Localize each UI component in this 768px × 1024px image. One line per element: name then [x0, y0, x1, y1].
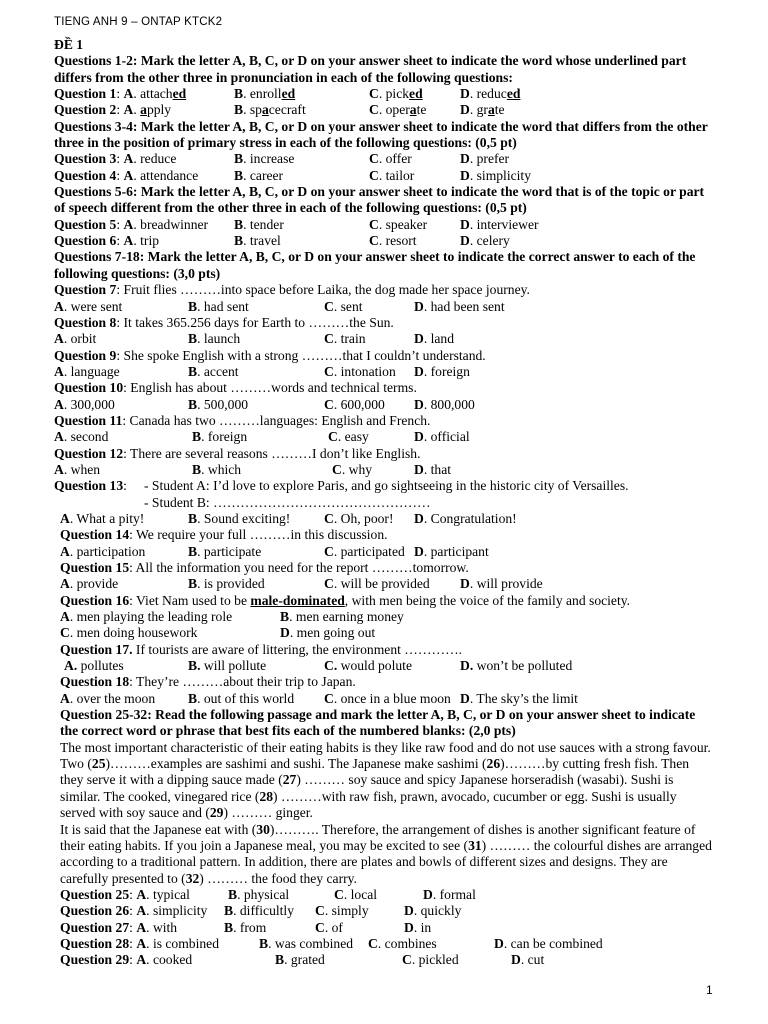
question-18-options: A. over the moon B. out of this world C. once in a blue moon D. The sky’s the limit [60, 690, 578, 706]
question-16-options-cd: C. men doing housework D. men going out [60, 625, 376, 641]
question-2: Question 2: A. apply B. spacecraft C. operate D. grate [54, 102, 505, 118]
question-26: Question 26: A. simplicity B. difficultly C. simply D. quickly [60, 903, 462, 919]
question-10-options: A. 300,000 B. 500,000 C. 600,000 D. 800,000 [54, 396, 475, 412]
question-16-stem: Question 16: Viet Nam used to be male-dominated, with men being the voice of the family and society. [60, 592, 631, 608]
instruction-25-32: Question 25-32: Read the following passage and mark the letter A, B, C, or D on your answer sheet to indicate the correct word or phrase that best fits each of the numbered blanks: (2,0 pts) [60, 707, 696, 739]
question-7-stem: Question 7: Fruit flies ………into space before Laika, the dog made her space journey. [54, 282, 530, 298]
question-12-options: A. when B. which C. why D. that [54, 461, 452, 477]
question-25: Question 25: A. typical B. physical C. local D. formal [60, 886, 476, 902]
page-header: TIENG ANH 9 – ONTAP KTCK2 [54, 16, 223, 28]
page-number: 1 [706, 983, 713, 997]
question-13-options: A. What a pity! B. Sound exciting! C. Oh, poor! D. Congratulation! [60, 510, 517, 526]
instruction-3-4: Questions 3-4: Mark the letter A, B, C, or D on your answer sheet to indicate the word that differs from the other three in the position of primary stress in each of the following questions: (0,5 pt) [54, 118, 708, 151]
question-11-options: A. second B. foreign C. easy D. official [54, 429, 470, 445]
question-15-options: A. provide B. is provided C. will be provided D. will provide [60, 576, 543, 592]
instruction-7-18: Questions 7-18: Mark the letter A, B, C, or D on your answer sheet to indicate the correct answer to each of the following questions: (3,0 pts) [54, 249, 696, 281]
question-9-stem: Question 9: She spoke English with a strong ………that I couldn’t understand. [54, 347, 486, 363]
question-27: Question 27: A. with B. from C. of D. in [60, 919, 432, 935]
question-17-stem: Question 17. If tourists are aware of littering, the environment …………. [60, 641, 463, 657]
question-17-options: A. pollutes B. will pollute C. would polute D. won’t be polluted [64, 658, 573, 674]
question-7-options: A. were sent B. had sent C. sent D. had been sent [54, 298, 505, 314]
question-14-stem: Question 14: We require your full ………in this discussion. [60, 527, 388, 543]
question-16-options-ab: A. men playing the leading role B. men earning money [60, 609, 404, 625]
question-10-stem: Question 10: English has about ………words and technical terms. [54, 380, 417, 396]
question-13-student-a: Question 13: - Student A: I’d love to explore Paris, and go sightseeing in the historic city of Versailles. [54, 478, 629, 494]
question-9-options: A. language B. accent C. intonation D. foreign [54, 363, 470, 379]
question-6: Question 6: A. trip B. travel C. resort D. celery [54, 233, 510, 249]
question-18-stem: Question 18: They’re ………about their trip to Japan. [60, 674, 356, 690]
question-13-student-b: - Student B: ………………………………………… [144, 494, 431, 510]
exam-body [54, 37, 714, 969]
question-28: Question 28: A. is combined B. was combined C. combines D. can be combined [60, 935, 603, 951]
question-11-stem: Question 11: Canada has two ………languages: English and French. [54, 412, 431, 428]
question-4: Question 4: A. attendance B. career C. tailor D. simplicity [54, 167, 531, 183]
passage-paragraph-2: It is said that the Japanese eat with (30)………. Therefore, the arrangement of dishes is another significant feature of their eating habits. If you join a Japanese meal, you may be excited to see (31) ……… the colourful dishes are arranged according to a traditional pattern. In addition, there are plates and bowls of different sizes and designs. They are carefully presented to (32) ……… the food they carry. [60, 821, 712, 886]
question-8-stem: Question 8: It takes 365.256 days for Earth to ………the Sun. [54, 314, 394, 330]
question-8-options: A. orbit B. launch C. train D. land [54, 331, 455, 347]
question-3: Question 3: A. reduce B. increase C. offer D. prefer [54, 151, 510, 167]
question-5: Question 5: A. breadwinner B. tender C. speaker D. interviewer [54, 216, 539, 232]
question-12-stem: Question 12: There are several reasons ………I don’t like English. [54, 445, 421, 461]
instruction-1-2: Questions 1-2: Mark the letter A, B, C, or D on your answer sheet to indicate the word whose underlined part differs from the other three in pronunciation in each of the following questions: [54, 53, 687, 85]
question-15-stem: Question 15: All the information you need for the report ………tomorrow. [60, 560, 469, 575]
question-1: Question 1: A. attached B. enrolled C. picked D. reduced [54, 86, 521, 102]
question-14-options: A. participation B. participate C. participated D. participant [60, 543, 489, 559]
passage-paragraph-1: The most important characteristic of their eating habits is they like raw food and do not use sauces with a strong favour. Two (25)………examples are sashimi and sushi. The Japanese make sashimi (26)………by cutting fresh fish. Then they serve it with a dipping sauce made (27) ……… soy sauce and spicy Japanese horseradish (wasabi). Sushi is similar. The cooked, vinegared rice (28) ………with raw fish, prawn, avocado, cucumber or egg. Sushi is usually served with soy sauce and (29) ……… ginger. [60, 739, 711, 821]
exam-title: ĐỀ 1 [54, 37, 84, 52]
question-29: Question 29: A. cooked B. grated C. pickled D. cut [60, 952, 545, 968]
instruction-5-6: Questions 5-6: Mark the letter A, B, C, or D on your answer sheet to indicate the word that is of the topic or part of speech different from the other three in each of the following questions: (0,5 pt) [54, 184, 705, 216]
